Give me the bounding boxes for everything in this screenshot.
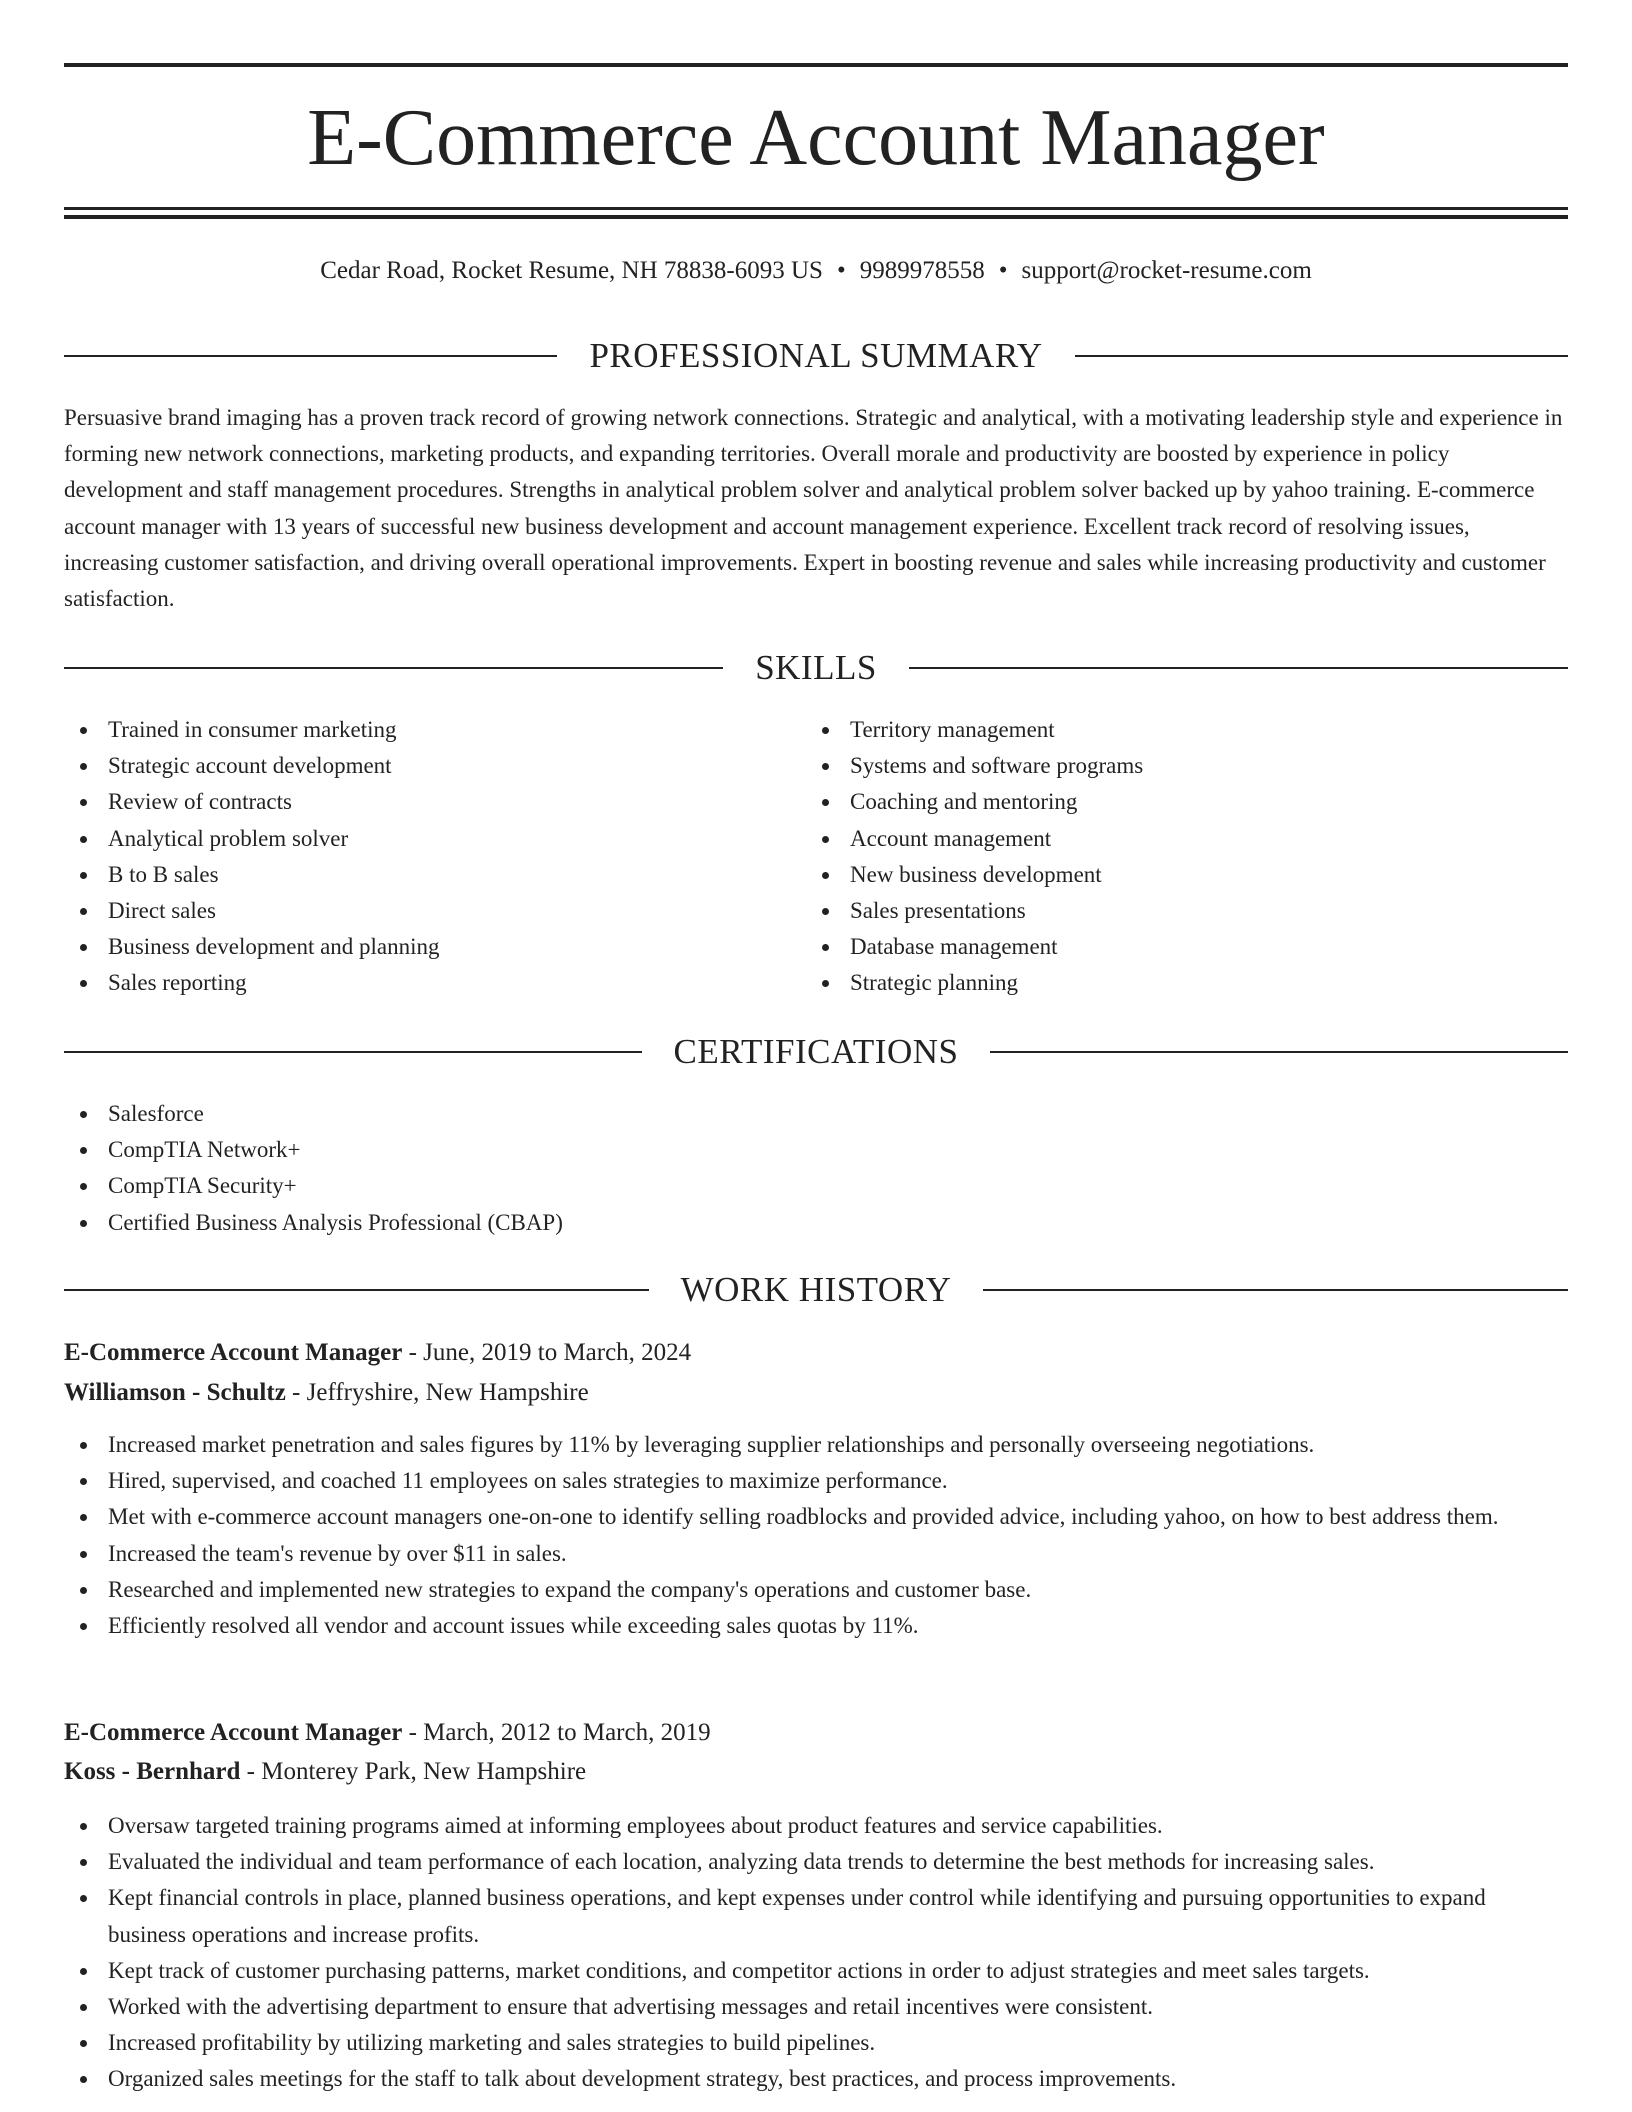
job-bullet: Evaluated the individual and team performance of each location, analyzing data trends to determine the best methods for increasing sales. xyxy=(64,1844,1568,1880)
contact-address: Cedar Road, Rocket Resume, NH 78838-6093 US xyxy=(320,257,823,284)
job-bullet: Kept financial controls in place, planned business operations, and kept expenses under control while identifying and pursuing opportunities to expand business operations and increase profits. xyxy=(64,1880,1568,1952)
job-location: - Monterey Park, New Hampshire xyxy=(240,1758,587,1785)
work-history-heading xyxy=(64,1268,1568,1312)
heading-rule-left xyxy=(64,1289,649,1291)
skills-heading-label: SKILLS xyxy=(755,648,877,687)
job-title: E-Commerce Account Manager xyxy=(64,1339,403,1366)
contact-email: support@rocket-resume.com xyxy=(1021,257,1312,284)
job-company-line xyxy=(64,1374,1568,1412)
skill-item: Sales presentations xyxy=(806,893,1566,929)
skill-item: Review of contracts xyxy=(64,784,804,820)
job-bullet: Researched and implemented new strategies to expand the company's operations and customer base. xyxy=(64,1572,1568,1608)
heading-rule-right xyxy=(909,667,1568,669)
job-bullet: Increased market penetration and sales figures by 11% by leveraging supplier relationships and personally overseeing negotiations. xyxy=(64,1427,1568,1463)
job-title-line xyxy=(64,1334,1568,1372)
resume-title: E-Commerce Account Manager xyxy=(307,94,1325,182)
job-bullets xyxy=(64,1427,1568,1644)
job-company-line xyxy=(64,1753,1568,1791)
heading-rule-left xyxy=(64,1051,642,1053)
job-bullets xyxy=(64,1808,1568,2098)
skills-heading xyxy=(64,646,1568,690)
skill-item: Systems and software programs xyxy=(806,748,1566,784)
skill-item: B to B sales xyxy=(64,857,804,893)
job-company: Koss - Bernhard xyxy=(64,1758,241,1785)
job-bullet: Increased profitability by utilizing marketing and sales strategies to build pipelines. xyxy=(64,2025,1568,2061)
contact-separator: • xyxy=(998,257,1008,284)
job-bullet: Efficiently resolved all vendor and account issues while exceeding sales quotas by 11%. xyxy=(64,1608,1568,1644)
job-dates: - June, 2019 to March, 2024 xyxy=(402,1339,692,1366)
job-bullet: Organized sales meetings for the staff to talk about development strategy, best practices, and process improvements. xyxy=(64,2061,1568,2097)
work-history-heading-label: WORK HISTORY xyxy=(680,1270,952,1309)
summary-heading-label: PROFESSIONAL SUMMARY xyxy=(589,336,1043,375)
certification-item: Salesforce xyxy=(64,1096,1568,1132)
job-title: E-Commerce Account Manager xyxy=(64,1719,403,1746)
heading-rule-right xyxy=(990,1051,1568,1053)
certifications-heading xyxy=(64,1030,1568,1074)
certifications-heading-label: CERTIFICATIONS xyxy=(673,1032,959,1071)
skills-list-left xyxy=(64,712,804,1002)
job-bullet: Kept track of customer purchasing patterns, market conditions, and competitor actions in order to adjust strategies and meet sales targets. xyxy=(64,1953,1568,1989)
skill-item: Analytical problem solver xyxy=(64,821,804,857)
skills-list-right xyxy=(806,712,1566,1002)
skill-item: Database management xyxy=(806,929,1566,965)
summary-heading xyxy=(64,334,1568,378)
job-dates: - March, 2012 to March, 2019 xyxy=(402,1719,711,1746)
skill-item: Trained in consumer marketing xyxy=(64,712,804,748)
heading-rule-left xyxy=(64,667,723,669)
job-bullet: Hired, supervised, and coached 11 employees on sales strategies to maximize performance. xyxy=(64,1463,1568,1499)
contact-line xyxy=(64,254,1568,288)
skill-item: Strategic account development xyxy=(64,748,804,784)
skill-item: Account management xyxy=(806,821,1566,857)
skill-item: Business development and planning xyxy=(64,929,804,965)
skill-item: Territory management xyxy=(806,712,1566,748)
summary-text: Persuasive brand imaging has a proven track record of growing network connections. Strategic and analytical, with a motivating leadership style and experience in forming new network connections, marketing products, and expanding territories. Overall morale and productivity are boosted by experience in policy development and staff management procedures. Strengths in analytical problem solver and analytical problem solver backed up by yahoo training. E-commerce account manager with 13 years of successful new business development and account management experience. Excellent track record of resolving issues, increasing customer satisfaction, and driving overall operational improvements. Expert in boosting revenue and sales while increasing productivity and customer satisfaction. xyxy=(64,405,1563,612)
job-title-line xyxy=(64,1714,1568,1752)
skill-item: Direct sales xyxy=(64,893,804,929)
contact-phone: 9989978558 xyxy=(859,257,985,284)
top-rule xyxy=(64,63,1568,67)
certification-item: Certified Business Analysis Professional (CBAP) xyxy=(64,1205,1568,1241)
skill-item: Coaching and mentoring xyxy=(806,784,1566,820)
heading-rule-right xyxy=(1075,355,1568,357)
heading-rule-right xyxy=(983,1289,1568,1291)
skill-item: Sales reporting xyxy=(64,965,804,1001)
heading-rule-left xyxy=(64,355,557,357)
certification-item: CompTIA Network+ xyxy=(64,1132,1568,1168)
job-bullet: Worked with the advertising department to ensure that advertising messages and retail incentives were consistent. xyxy=(64,1989,1568,2025)
title-rule-upper xyxy=(64,207,1568,210)
skill-item: New business development xyxy=(806,857,1566,893)
certifications-list xyxy=(64,1096,1568,1241)
job-location: - Jeffryshire, New Hampshire xyxy=(285,1379,589,1406)
skill-item: Strategic planning xyxy=(806,965,1566,1001)
job-bullet: Oversaw targeted training programs aimed at informing employees about product features and service capabilities. xyxy=(64,1808,1568,1844)
contact-separator: • xyxy=(836,257,846,284)
certification-item: CompTIA Security+ xyxy=(64,1168,1568,1204)
job-company: Williamson - Schultz xyxy=(64,1379,286,1406)
job-bullet: Increased the team's revenue by over $11 in sales. xyxy=(64,1536,1568,1572)
title-rule-lower xyxy=(64,215,1568,219)
job-bullet: Met with e-commerce account managers one-on-one to identify selling roadblocks and provided advice, including yahoo, on how to best address them. xyxy=(64,1499,1568,1535)
